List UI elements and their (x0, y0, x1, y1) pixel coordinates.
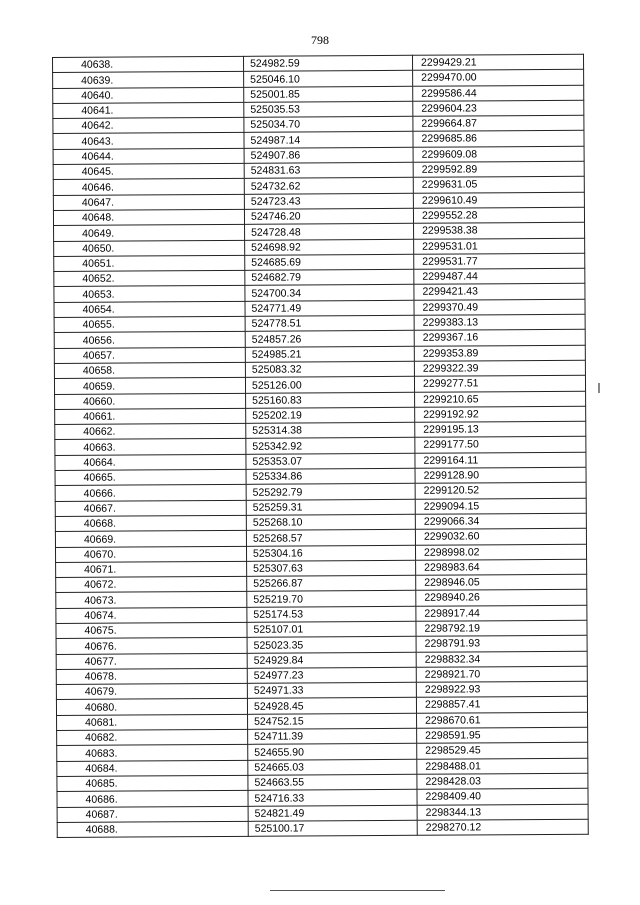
northing-cell: 2298917.44 (416, 605, 587, 621)
northing-cell: 2298529.45 (417, 743, 588, 759)
easting-cell: 525046.10 (244, 71, 413, 87)
easting-cell: 525083.32 (245, 361, 414, 377)
point-id-cell: 40644. (53, 148, 244, 164)
point-id-cell: 40668. (55, 515, 246, 531)
point-id-cell: 40646. (53, 179, 244, 195)
easting-cell: 525174.53 (247, 606, 416, 622)
easting-cell: 524985.21 (245, 346, 414, 362)
northing-cell: 2299322.39 (414, 360, 585, 376)
point-id-cell: 40649. (54, 225, 245, 241)
easting-cell: 524929.84 (247, 652, 416, 668)
northing-cell: 2298983.64 (416, 559, 587, 575)
northing-cell: 2299094.15 (415, 498, 586, 514)
table-body (53, 54, 589, 837)
northing-cell: 2298791.93 (416, 636, 587, 652)
point-id-cell: 40672. (56, 576, 247, 592)
point-id-cell: 40650. (54, 240, 245, 256)
northing-cell: 2299032.60 (415, 528, 586, 544)
easting-cell: 524698.92 (245, 239, 414, 255)
northing-cell: 2298670.61 (417, 712, 588, 728)
point-id-cell: 40682. (57, 729, 248, 745)
northing-cell: 2299604.23 (413, 100, 584, 116)
point-id-cell: 40685. (57, 775, 248, 791)
northing-cell: 2299487.44 (414, 268, 585, 284)
easting-cell: 524821.49 (248, 805, 417, 821)
point-id-cell: 40667. (55, 500, 246, 516)
point-id-cell: 40663. (55, 439, 246, 455)
easting-cell: 524655.90 (248, 744, 417, 760)
point-id-cell: 40657. (54, 347, 245, 363)
easting-cell: 525268.57 (246, 529, 415, 545)
northing-cell: 2299531.77 (414, 253, 585, 269)
point-id-cell: 40655. (54, 316, 245, 332)
northing-cell: 2299610.49 (413, 192, 584, 208)
northing-cell: 2298921.70 (416, 666, 587, 682)
point-id-cell: 40652. (54, 270, 245, 286)
northing-cell: 2298488.01 (417, 758, 588, 774)
point-id-cell: 40683. (57, 745, 248, 761)
northing-cell: 2298270.12 (417, 819, 588, 835)
northing-cell: 2299586.44 (413, 85, 584, 101)
northing-cell: 2299552.28 (413, 207, 584, 223)
easting-cell: 524723.43 (244, 193, 413, 209)
easting-cell: 525353.07 (246, 453, 415, 469)
northing-cell: 2298344.13 (417, 804, 588, 820)
easting-cell: 525035.53 (244, 101, 413, 117)
point-id-cell: 40688. (57, 821, 248, 837)
easting-cell: 524746.20 (244, 208, 413, 224)
point-id-cell: 40664. (55, 454, 246, 470)
point-id-cell: 40677. (56, 653, 247, 669)
easting-cell: 524665.03 (248, 759, 417, 775)
easting-cell: 525342.92 (246, 438, 415, 454)
bottom-divider (270, 890, 445, 891)
page-number: 798 (311, 33, 329, 47)
point-id-cell: 40681. (57, 714, 248, 730)
northing-cell: 2298409.40 (417, 788, 588, 804)
point-id-cell: 40662. (55, 423, 246, 439)
point-id-cell: 40643. (53, 133, 244, 149)
point-id-cell: 40679. (56, 683, 247, 699)
point-id-cell: 40642. (53, 118, 244, 134)
point-id-cell: 40669. (55, 531, 246, 547)
northing-cell: 2299353.89 (414, 345, 585, 361)
point-id-cell: 40660. (55, 393, 246, 409)
point-id-cell: 40671. (56, 561, 247, 577)
northing-cell: 2299538.38 (414, 223, 585, 239)
easting-cell: 525266.87 (247, 575, 416, 591)
easting-cell: 524728.48 (245, 224, 414, 240)
easting-cell: 524752.15 (248, 713, 417, 729)
easting-cell: 524977.23 (247, 667, 416, 683)
northing-cell: 2298832.34 (416, 651, 587, 667)
northing-cell: 2298940.26 (416, 590, 587, 606)
point-id-cell: 40678. (56, 668, 247, 684)
easting-cell: 524685.69 (245, 254, 414, 270)
point-id-cell: 40684. (57, 760, 248, 776)
northing-cell: 2298792.19 (416, 620, 587, 636)
easting-cell: 525304.16 (246, 545, 415, 561)
northing-cell: 2299685.86 (413, 131, 584, 147)
point-id-cell: 40666. (55, 485, 246, 501)
scan-mark (598, 383, 600, 393)
easting-cell: 524700.34 (245, 285, 414, 301)
northing-cell: 2299470.00 (413, 70, 584, 86)
northing-cell: 2298946.05 (416, 574, 587, 590)
northing-cell: 2299664.87 (413, 115, 584, 131)
northing-cell: 2299120.52 (415, 483, 586, 499)
point-id-cell: 40659. (54, 378, 245, 394)
northing-cell: 2299128.90 (415, 467, 586, 483)
northing-cell: 2299195.13 (415, 421, 586, 437)
northing-cell: 2299383.13 (414, 314, 585, 330)
northing-cell: 2299609.08 (413, 146, 584, 162)
easting-cell: 525202.19 (246, 407, 415, 423)
easting-cell: 524732.62 (244, 178, 413, 194)
point-id-cell: 40670. (55, 546, 246, 562)
easting-cell: 524928.45 (247, 698, 416, 714)
northing-cell: 2298998.02 (415, 544, 586, 560)
easting-cell: 524971.33 (247, 682, 416, 698)
northing-cell: 2299177.50 (415, 437, 586, 453)
table-row (57, 819, 588, 838)
northing-cell: 2299066.34 (415, 513, 586, 529)
northing-cell: 2298857.41 (416, 697, 587, 713)
northing-cell: 2299164.11 (415, 452, 586, 468)
easting-cell: 524711.39 (248, 728, 417, 744)
northing-cell: 2299277.51 (414, 375, 585, 391)
easting-cell: 525100.17 (248, 820, 417, 836)
point-id-cell: 40676. (56, 638, 247, 654)
coordinates-table (52, 54, 589, 838)
northing-cell: 2298428.03 (417, 773, 588, 789)
easting-cell: 524771.49 (245, 300, 414, 316)
point-id-cell: 40641. (53, 102, 244, 118)
point-id-cell: 40656. (54, 332, 245, 348)
easting-cell: 525160.83 (246, 392, 415, 408)
easting-cell: 525307.63 (247, 560, 416, 576)
northing-cell: 2298922.93 (416, 681, 587, 697)
easting-cell: 525292.79 (246, 484, 415, 500)
easting-cell: 524982.59 (243, 55, 412, 71)
easting-cell: 525034.70 (244, 116, 413, 132)
point-id-cell: 40673. (56, 592, 247, 608)
northing-cell: 2299631.05 (413, 177, 584, 193)
point-id-cell: 40654. (54, 301, 245, 317)
northing-cell: 2299192.92 (415, 406, 586, 422)
easting-cell: 524987.14 (244, 132, 413, 148)
easting-cell: 524778.51 (245, 315, 414, 331)
point-id-cell: 40645. (53, 163, 244, 179)
point-id-cell: 40653. (54, 286, 245, 302)
point-id-cell: 40680. (56, 699, 247, 715)
point-id-cell: 40674. (56, 607, 247, 623)
easting-cell: 525334.86 (246, 468, 415, 484)
easting-cell: 524663.55 (248, 774, 417, 790)
easting-cell: 525126.00 (245, 377, 414, 393)
point-id-cell: 40658. (54, 362, 245, 378)
point-id-cell: 40638. (53, 56, 244, 72)
northing-cell: 2299592.89 (413, 161, 584, 177)
easting-cell: 525268.10 (246, 514, 415, 530)
easting-cell: 525001.85 (244, 86, 413, 102)
easting-cell: 524682.79 (245, 269, 414, 285)
point-id-cell: 40675. (56, 622, 247, 638)
point-id-cell: 40665. (55, 469, 246, 485)
easting-cell: 525023.35 (247, 637, 416, 653)
point-id-cell: 40686. (57, 791, 248, 807)
easting-cell: 524907.86 (244, 147, 413, 163)
point-id-cell: 40687. (57, 806, 248, 822)
easting-cell: 524857.26 (245, 331, 414, 347)
easting-cell: 525219.70 (247, 591, 416, 607)
coordinates-table-container (52, 54, 567, 838)
northing-cell: 2299429.21 (412, 54, 583, 70)
easting-cell: 525107.01 (247, 621, 416, 637)
northing-cell: 2299370.49 (414, 299, 585, 315)
northing-cell: 2299367.16 (414, 330, 585, 346)
point-id-cell: 40661. (55, 408, 246, 424)
point-id-cell: 40647. (53, 194, 244, 210)
point-id-cell: 40640. (53, 87, 244, 103)
point-id-cell: 40648. (53, 209, 244, 225)
northing-cell: 2299531.01 (414, 238, 585, 254)
point-id-cell: 40639. (53, 72, 244, 88)
easting-cell: 525314.38 (246, 422, 415, 438)
point-id-cell: 40651. (54, 255, 245, 271)
northing-cell: 2299421.43 (414, 284, 585, 300)
northing-cell: 2299210.65 (415, 391, 586, 407)
easting-cell: 525259.31 (246, 499, 415, 515)
northing-cell: 2298591.95 (417, 727, 588, 743)
easting-cell: 524716.33 (248, 790, 417, 806)
easting-cell: 524831.63 (244, 162, 413, 178)
